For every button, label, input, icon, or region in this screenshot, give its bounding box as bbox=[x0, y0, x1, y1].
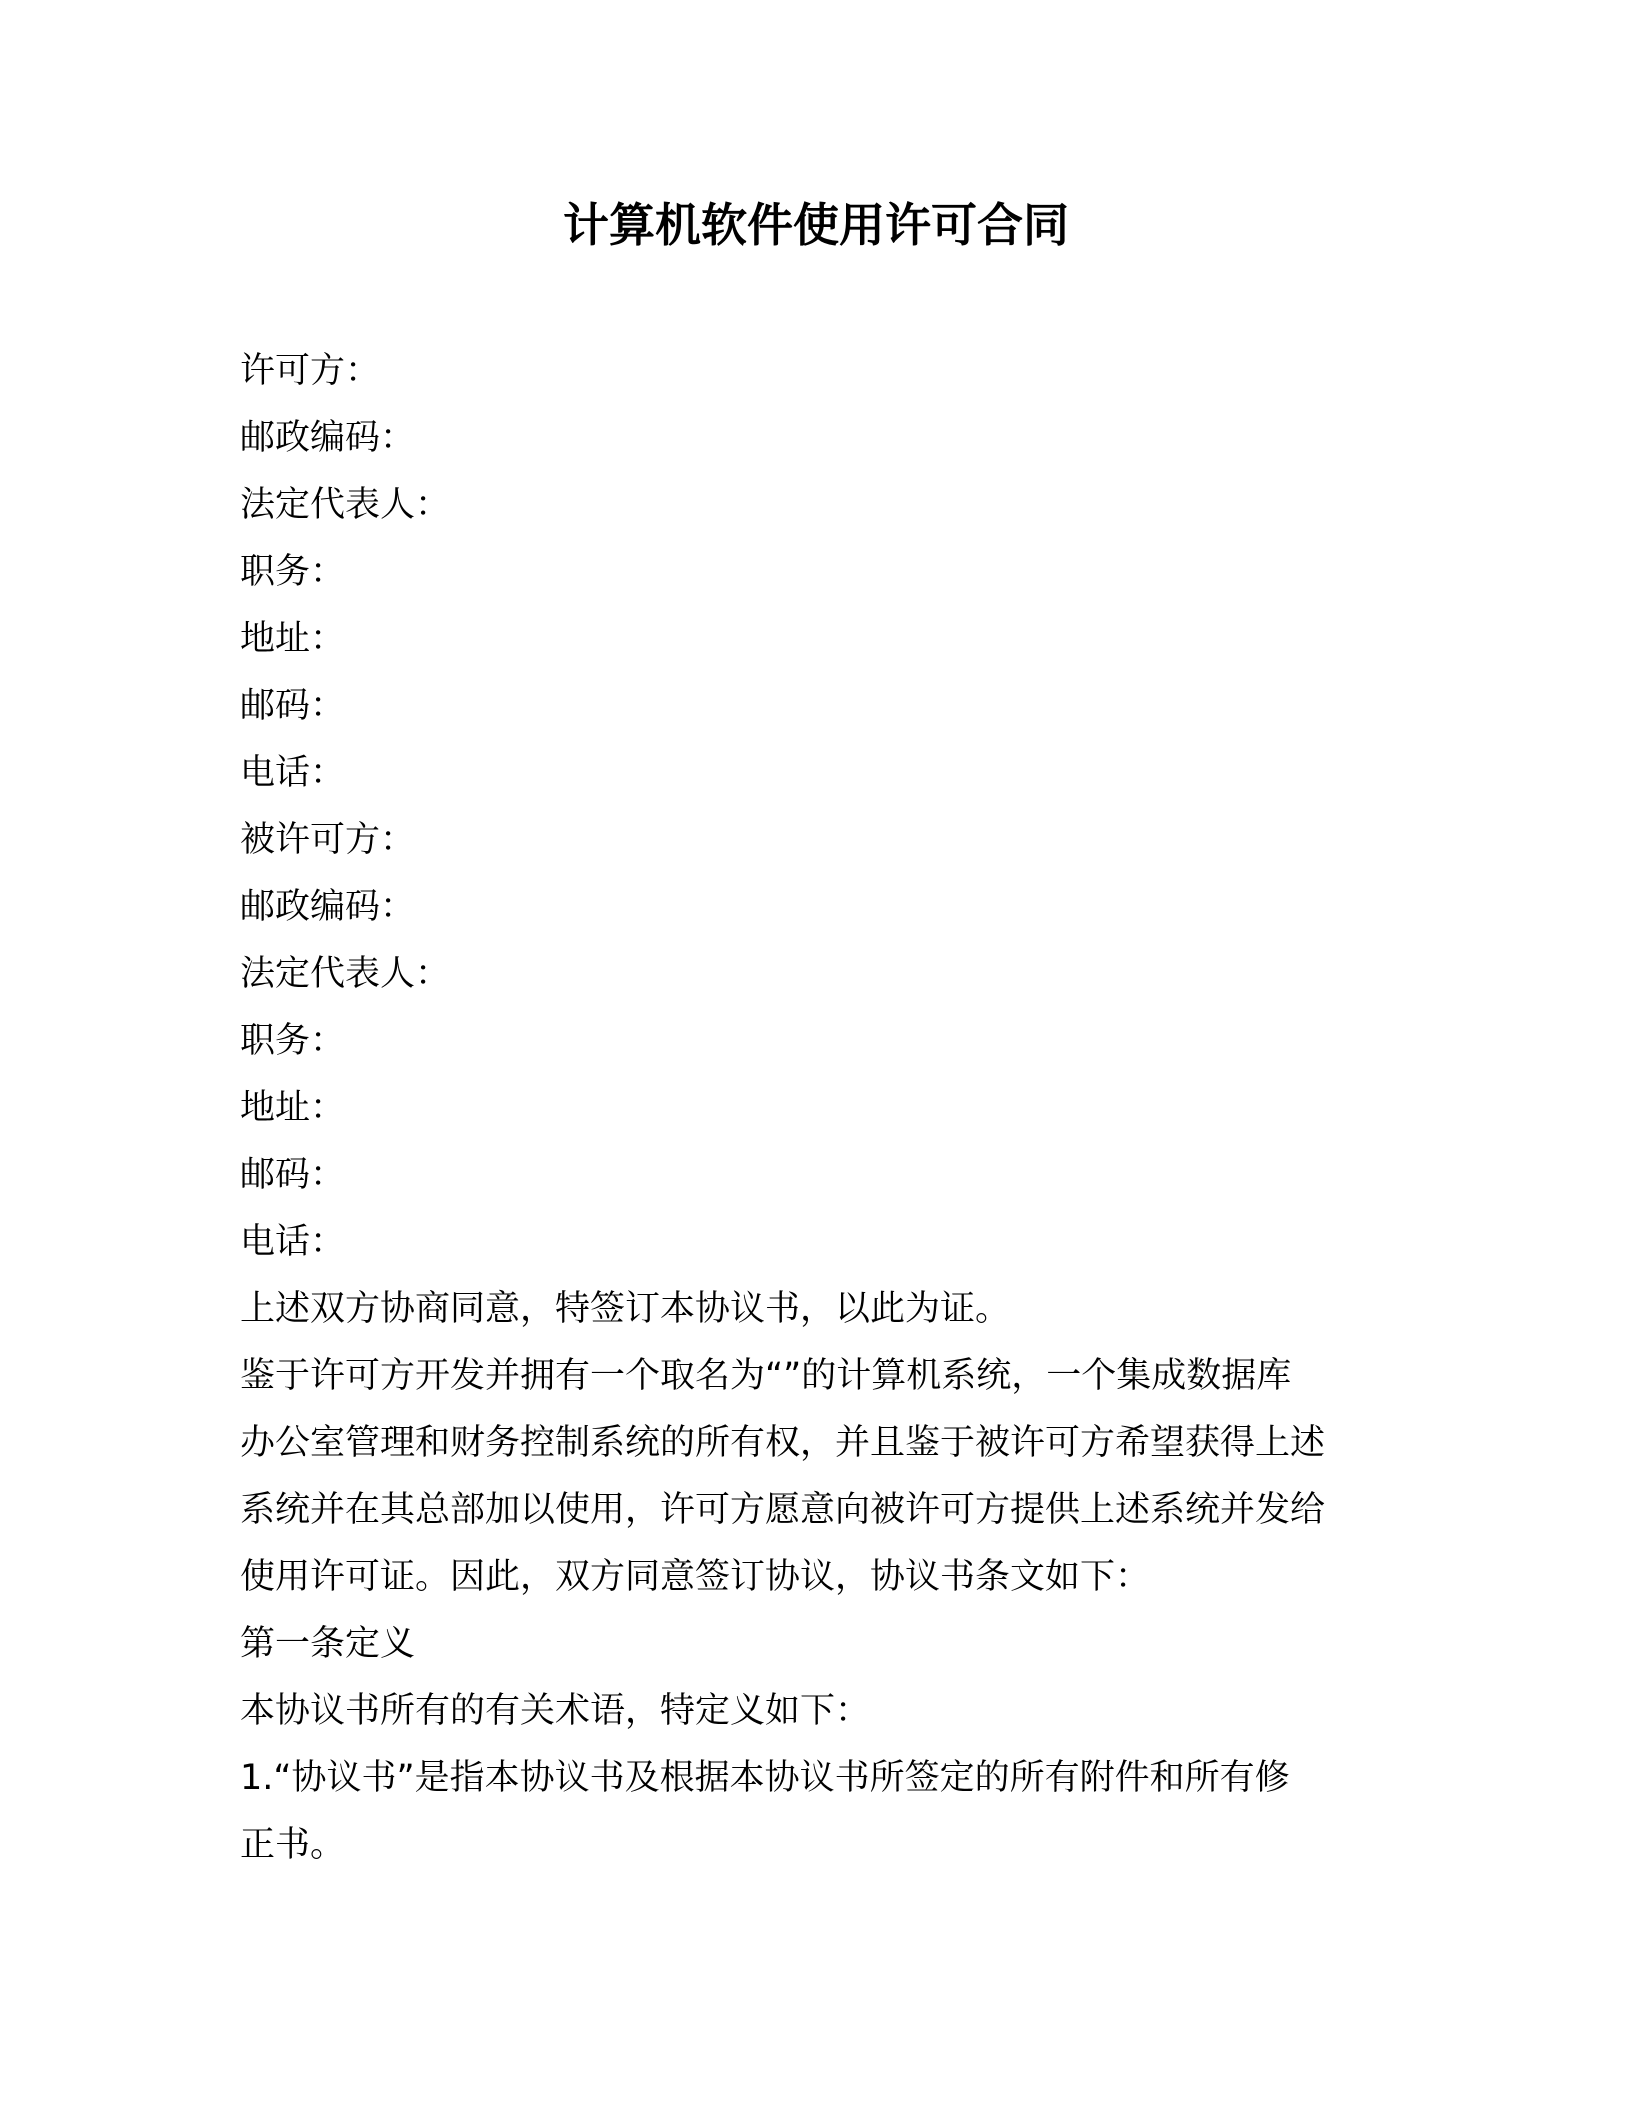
definition1-line: 正书。 bbox=[240, 1825, 346, 1865]
recital-line: 使用许可证。因此，双方同意签订协议，协议书条文如下： bbox=[240, 1557, 1151, 1597]
agreement-statement: 上述双方协商同意，特签订本协议书，以此为证。 bbox=[240, 1289, 1011, 1329]
recital-line: 鉴于许可方开发并拥有一个取名为“”的计算机系统，一个集成数据库 bbox=[240, 1356, 1292, 1396]
recital-line: 系统并在其总部加以使用，许可方愿意向被许可方提供上述系统并发给 bbox=[240, 1490, 1326, 1530]
article1-heading: 第一条定义 bbox=[240, 1624, 416, 1664]
licensor-label: 许可方： bbox=[240, 351, 381, 391]
licensee-zip: 邮码： bbox=[240, 1155, 346, 1195]
licensee-position: 职务： bbox=[240, 1021, 346, 1061]
document-body bbox=[240, 338, 1390, 1879]
licensor-address: 地址： bbox=[240, 619, 346, 659]
licensor-legal-rep: 法定代表人： bbox=[240, 485, 451, 525]
licensor-phone: 电话： bbox=[240, 753, 346, 793]
licensee-phone: 电话： bbox=[240, 1222, 346, 1262]
licensor-postal-code: 邮政编码： bbox=[240, 418, 416, 458]
definition1-line: 1.“协议书”是指本协议书及根据本协议书所签定的所有附件和所有修 bbox=[240, 1758, 1290, 1798]
licensee-postal-code: 邮政编码： bbox=[240, 887, 416, 927]
licensee-address: 地址： bbox=[240, 1088, 346, 1128]
licensee-legal-rep: 法定代表人： bbox=[240, 954, 451, 994]
licensor-position: 职务： bbox=[240, 552, 346, 592]
licensor-zip: 邮码： bbox=[240, 686, 346, 726]
article1-intro: 本协议书所有的有关术语，特定义如下： bbox=[240, 1691, 871, 1731]
recital-line: 办公室管理和财务控制系统的所有权，并且鉴于被许可方希望获得上述 bbox=[240, 1423, 1326, 1463]
licensee-label: 被许可方： bbox=[240, 820, 416, 860]
document-title: 计算机软件使用许可合同 bbox=[563, 198, 1069, 252]
